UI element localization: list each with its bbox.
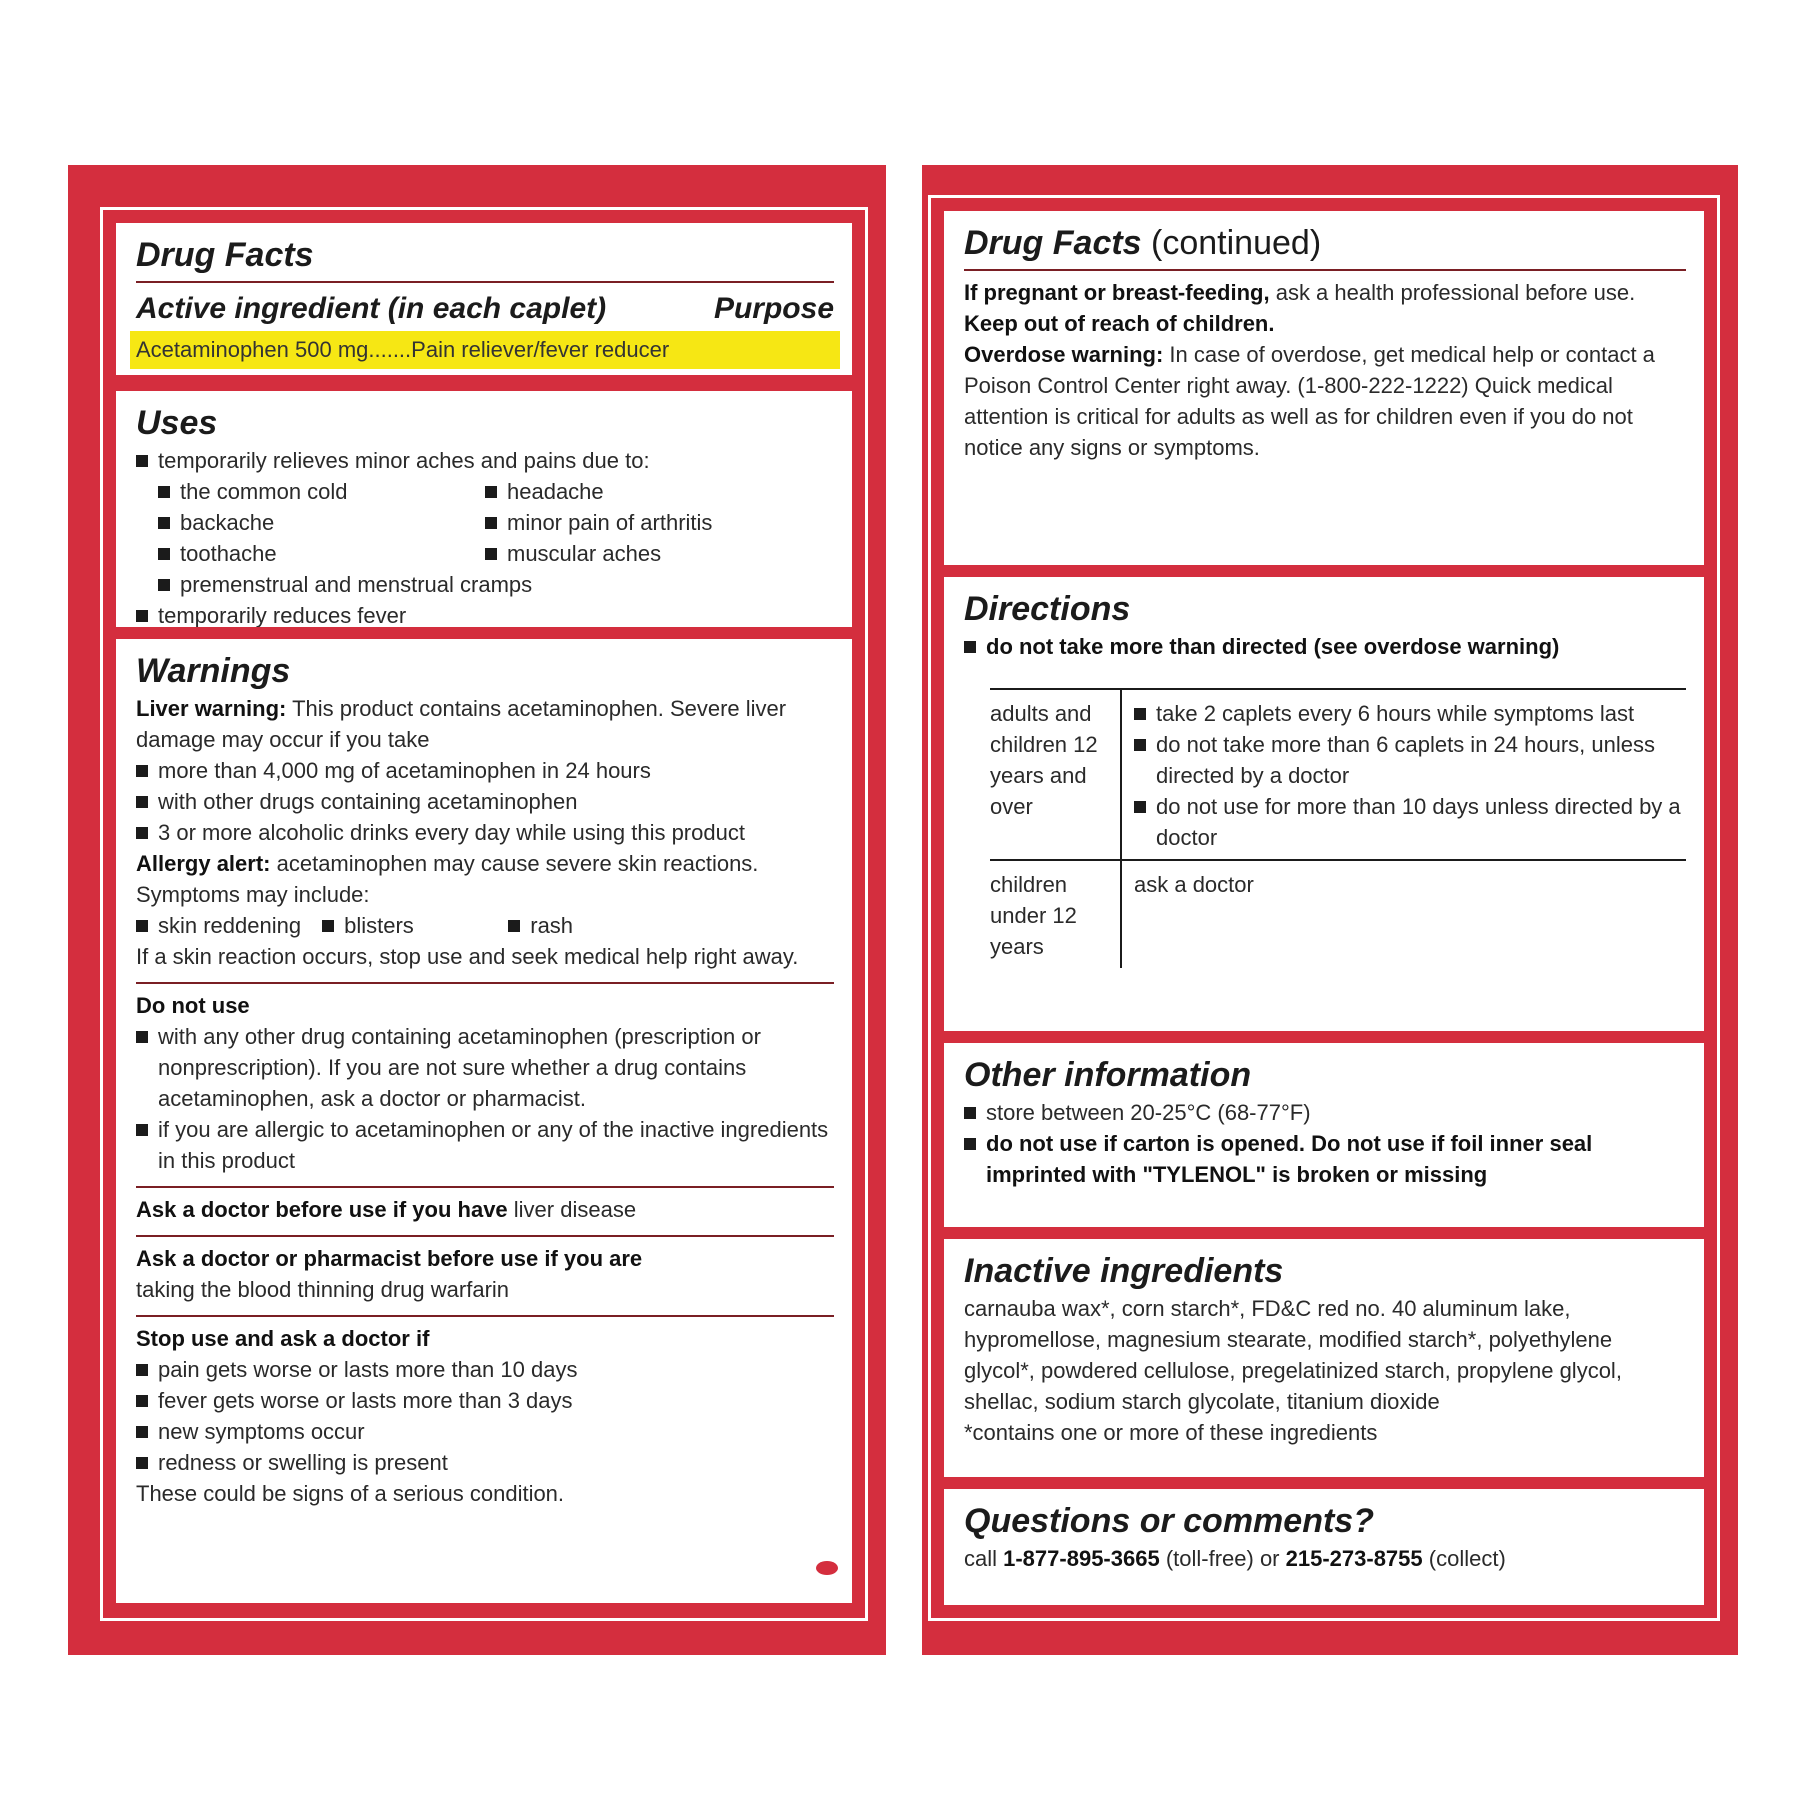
directions-top-item: do not take more than directed (see overdose warning) [964, 631, 1686, 662]
purpose-heading: Purpose [713, 292, 834, 325]
other-info-bold-item: do not use if carton is opened. Do not use if foil inner seal imprinted with "TYLENOL" is broken or missing [964, 1128, 1686, 1190]
stop-use-item: pain gets worse or lasts more than 10 days [136, 1354, 834, 1385]
uses-item: backache [136, 507, 485, 538]
directions-row-label: children under 12 years [990, 861, 1122, 968]
liver-item: 3 or more alcoholic drinks every day while using this product [136, 817, 834, 848]
active-ingredient-heading: Active ingredient (in each caplet) [136, 292, 607, 325]
uses-item: headache [485, 476, 834, 507]
inactive-note: *contains one or more of these ingredients [964, 1420, 1378, 1445]
uses-title: Uses [136, 404, 218, 442]
stop-use-item: redness or swelling is present [136, 1447, 834, 1478]
ask-doctor: Ask a doctor before use if you have liver disease [136, 1197, 637, 1222]
allergy-item: skin reddening [136, 910, 322, 941]
warnings-box [116, 639, 852, 1603]
right-panel [922, 165, 1738, 1655]
red-drop-mark [816, 1561, 838, 1575]
uses-item: toothache [136, 538, 485, 569]
uses-item: muscular aches [485, 538, 834, 569]
directions-box [944, 577, 1704, 1031]
do-not-use-item: if you are allergic to acetaminophen or any of the inactive ingredients in this product [136, 1114, 834, 1176]
stop-use-item: new symptoms occur [136, 1416, 834, 1447]
drug-facts-box [116, 223, 852, 375]
other-info-title: Other information [964, 1056, 1252, 1094]
keep-out-of-reach: Keep out of reach of children. [964, 311, 1275, 336]
stop-use-title: Stop use and ask a doctor if [136, 1326, 430, 1351]
phone-collect[interactable]: 215-273-8755 [1285, 1546, 1423, 1571]
liver-item: with other drugs containing acetaminophen [136, 786, 834, 817]
allergy-alert: Allergy alert: acetaminophen may cause severe skin reactions. Symptoms may include: [136, 851, 759, 907]
liver-item: more than 4,000 mg of acetaminophen in 24 hours [136, 755, 834, 786]
uses-item: minor pain of arthritis [485, 507, 834, 538]
ingredient-line: Acetaminophen 500 mg.......Pain reliever/fever reducer [136, 337, 670, 362]
directions-title: Directions [964, 590, 1131, 628]
ingredient-highlight [130, 331, 840, 369]
uses-box [116, 391, 852, 627]
allergy-item: blisters [322, 910, 508, 941]
inactive-title: Inactive ingredients [964, 1252, 1284, 1290]
other-info-item: store between 20-25°C (68-77°F) [964, 1097, 1686, 1128]
directions-table [990, 688, 1686, 968]
directions-row-label: adults and children 12 years and over [990, 690, 1122, 859]
drug-facts-title: Drug Facts [136, 236, 314, 274]
questions-title: Questions or comments? [964, 1502, 1374, 1540]
pregnant-warning: If pregnant or breast-feeding, ask a health professional before use. [964, 280, 1636, 305]
phone-toll-free[interactable]: 1-877-895-3665 [1003, 1546, 1160, 1571]
uses-item: the common cold [136, 476, 485, 507]
do-not-use-item: with any other drug containing acetaminophen (prescription or nonprescription). If you are not sure whether a drug contains acetaminophen, ask a doctor or pharmacist. [136, 1021, 834, 1114]
overdose-warning: Overdose warning: In case of overdose, get medical help or contact a Poison Control Center right away. (1-800-222-1222) Quick medical attention is critical for adults as well as for children even if you do not notice any signs or symptoms. [964, 342, 1655, 460]
continued-title: Drug Facts (continued) [964, 224, 1322, 262]
other-info-box [944, 1043, 1704, 1227]
uses-item-wide: premenstrual and menstrual cramps [136, 569, 834, 600]
directions-item: take 2 caplets every 6 hours while symptoms last [1134, 698, 1686, 729]
allergy-after: If a skin reaction occurs, stop use and seek medical help right away. [136, 944, 799, 969]
directions-row-value: ask a doctor [1134, 872, 1254, 897]
questions-box [944, 1489, 1704, 1605]
stop-use-item: fever gets worse or lasts more than 3 days [136, 1385, 834, 1416]
allergy-item: rash [508, 910, 694, 941]
warnings-title: Warnings [136, 652, 291, 690]
directions-item: do not take more than 6 caplets in 24 hours, unless directed by a doctor [1134, 729, 1686, 791]
directions-item: do not use for more than 10 days unless directed by a doctor [1134, 791, 1686, 853]
do-not-use-title: Do not use [136, 993, 250, 1018]
ask-pharmacist-text: taking the blood thinning drug warfarin [136, 1277, 510, 1302]
ask-pharmacist-heading: Ask a doctor or pharmacist before use if you are [136, 1246, 643, 1271]
uses-last-item: temporarily reduces fever [136, 600, 834, 627]
liver-warning: Liver warning: This product contains acetaminophen. Severe liver damage may occur if you take [136, 696, 787, 752]
left-panel [68, 165, 886, 1655]
continued-box [944, 211, 1704, 565]
uses-intro: temporarily relieves minor aches and pains due to: [136, 445, 834, 476]
inactive-text: carnauba wax*, corn starch*, FD&C red no. 40 aluminum lake, hypromellose, magnesium stearate, modified starch*, polyethylene glycol*, powdered cellulose, pregelatinized starch, propylene glycol, shellac, sodium starch glycolate, titanium dioxide [964, 1296, 1622, 1414]
stop-use-after: These could be signs of a serious condition. [136, 1481, 565, 1506]
questions-phone-line: call 1-877-895-3665 (toll-free) or 215-273-8755 (collect) [964, 1546, 1506, 1571]
inactive-box [944, 1239, 1704, 1477]
